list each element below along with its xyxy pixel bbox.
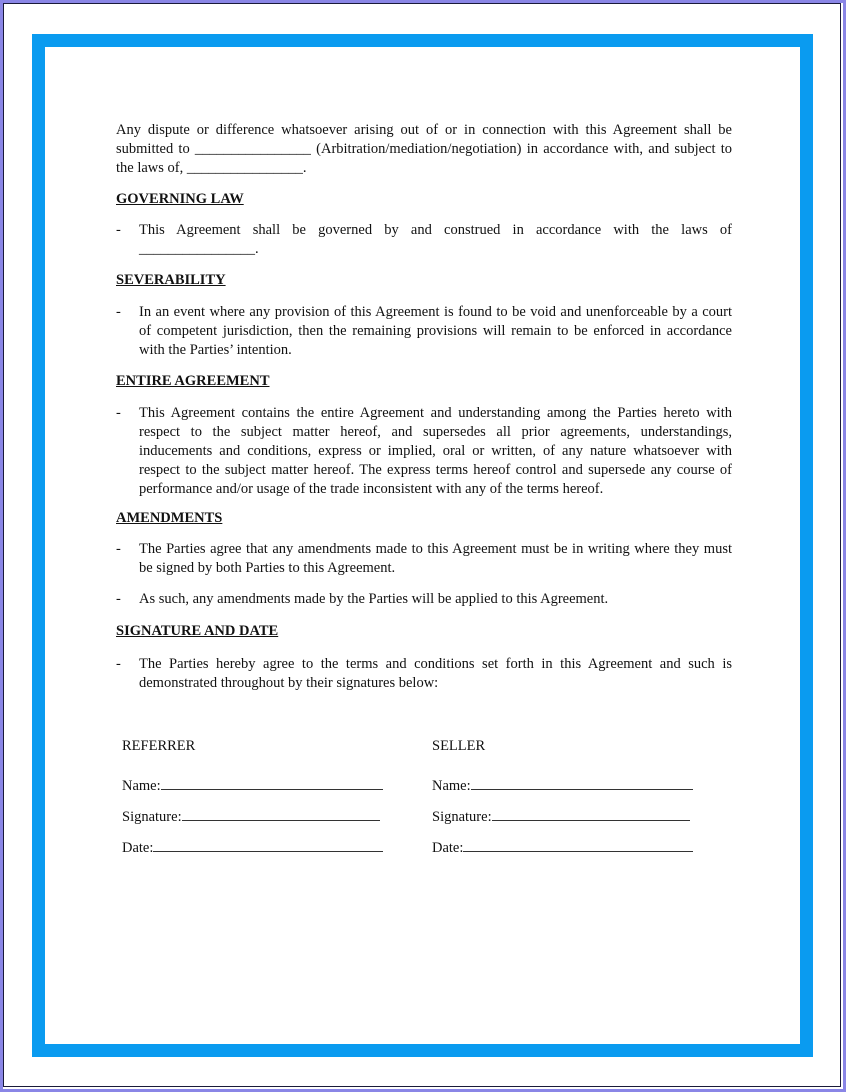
seller-name-field[interactable]: Name: bbox=[432, 775, 693, 796]
list-item: - This Agreement shall be governed by and construed in accordance with the laws of ________________. bbox=[116, 222, 732, 257]
referrer-date-field[interactable]: Date: bbox=[122, 837, 383, 858]
bullet-dash: - bbox=[116, 541, 121, 557]
seller-signature-field[interactable]: Signature: bbox=[432, 806, 690, 827]
list-item: - The Parties agree that any amendments made to this Agreement must be in writing where they must be signed by both Parties to this Agreement. bbox=[116, 541, 732, 576]
seller-title: SELLER bbox=[432, 738, 486, 754]
heading-entire-agreement: ENTIRE AGREEMENT bbox=[116, 373, 270, 389]
referrer-name-field[interactable]: Name: bbox=[122, 775, 383, 796]
referrer-title: REFERRER bbox=[122, 738, 196, 754]
bullet-dash: - bbox=[116, 304, 121, 320]
referrer-signature-field[interactable]: Signature: bbox=[122, 806, 380, 827]
heading-amendments: AMENDMENTS bbox=[116, 510, 223, 526]
heading-governing-law: GOVERNING LAW bbox=[116, 191, 244, 207]
seller-date-field[interactable]: Date: bbox=[432, 837, 693, 858]
list-item: - In an event where any provision of this Agreement is found to be void and unenforceable by a court of competent jurisdiction, then the remaining provisions will remain to be enforced in accordance with the Parties’ intention. bbox=[116, 304, 732, 358]
list-item: - As such, any amendments made by the Parties will be applied to this Agreement. bbox=[116, 591, 609, 607]
bullet-dash: - bbox=[116, 591, 121, 607]
bullet-dash: - bbox=[116, 222, 121, 238]
heading-signature-and-date: SIGNATURE AND DATE bbox=[116, 623, 279, 639]
bullet-dash: - bbox=[116, 656, 121, 672]
heading-severability: SEVERABILITY bbox=[116, 272, 226, 288]
list-item: - This Agreement contains the entire Agreement and understanding among the Parties hereto with respect to the subject matter hereof, and supersedes all prior agreements, understandings, inducements and conditions, express or implied, oral or written, of any nature whatsoever with respect to the subject matter hereof. The express terms hereof control and supersede any course of performance and/or usage of the trade inconsistent with any of the terms hereof. bbox=[116, 405, 732, 497]
dispute-paragraph: Any dispute or difference whatsoever arising out of or in connection with this Agreement shall be submitted to ________________ (Arbitration/mediation/negotiation) in accordance with, and subject to the laws of, ________________. bbox=[116, 122, 732, 176]
list-item: - The Parties hereby agree to the terms and conditions set forth in this Agreement and such is demonstrated throughout by their signatures below: bbox=[116, 656, 732, 691]
bullet-dash: - bbox=[116, 405, 121, 421]
